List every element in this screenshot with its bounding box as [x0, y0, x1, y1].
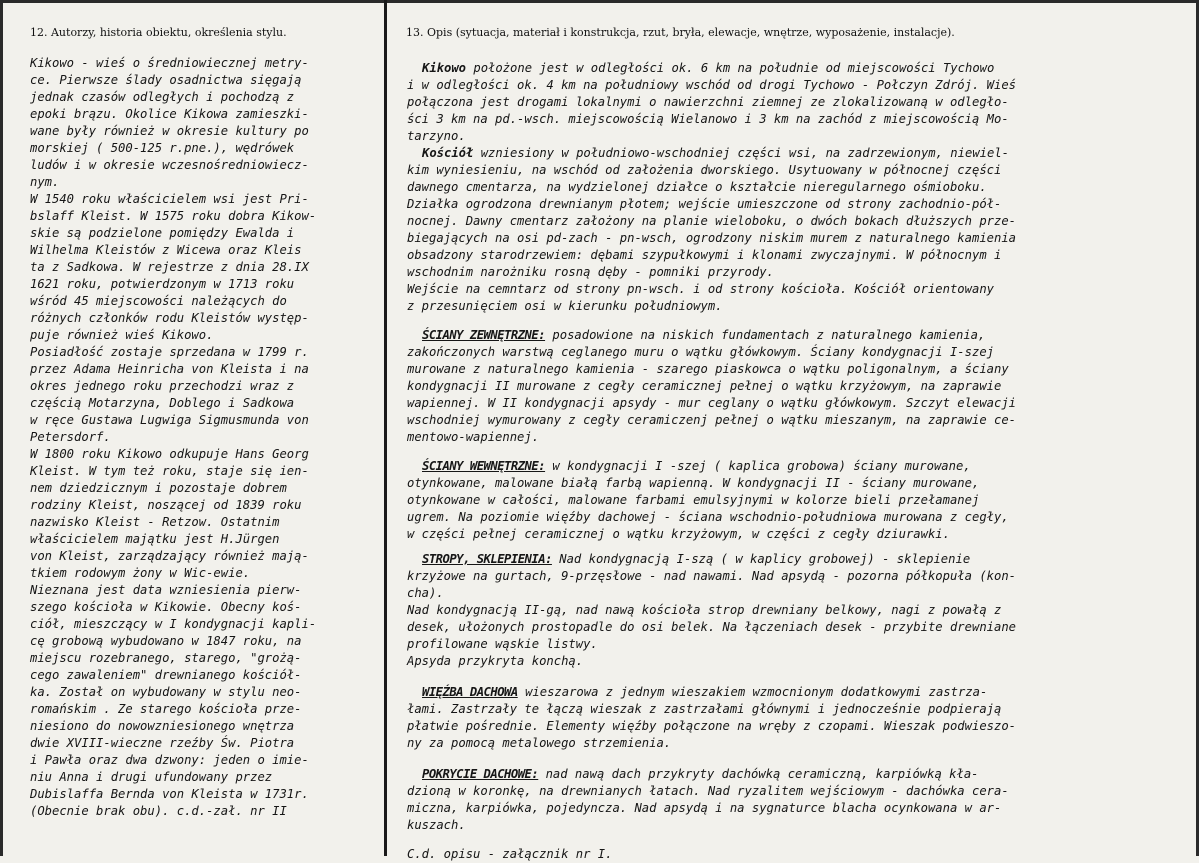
description-line: profilowane wąskie listwy.	[407, 637, 598, 651]
description-line: płatwie pośrednie. Elementy więźby połączone na wręby z czopami. Wieszak podwieszo-	[407, 719, 1017, 733]
frame-top-border	[0, 0, 1199, 3]
history-line: Dubislaffa Bernda von Kleista w 1731r.	[30, 787, 309, 801]
history-line: cego zawaleniem" drewnianego kościół-	[30, 668, 302, 682]
pokrycie-lines	[407, 783, 1192, 834]
history-line: Kikowo - wieś o średniowiecznej metry-	[30, 56, 309, 70]
spacer	[407, 834, 1192, 846]
history-line: dwie XVIII-wieczne rzeźby Św. Piotra	[30, 736, 295, 750]
description-line: wapiennej. W II kondygnacji apsydy - mur ceglany o wątku główkowym. Szczyt elewacji	[407, 396, 1017, 410]
description-line: biegających na osi pd-zach - pn-wsch, ogrodzony niskim murem z naturalnego kamienia	[407, 231, 1017, 245]
spacer	[407, 446, 1192, 458]
history-line: romańskim . Ze starego kościoła prze-	[30, 702, 302, 716]
description-line: tarzyno.	[407, 129, 466, 143]
history-line: różnych członków rodu Kleistów występ-	[30, 311, 309, 325]
history-line: W 1800 roku Kikowo odkupuje Hans Georg	[30, 447, 309, 461]
description-line: kuszach.	[407, 818, 466, 832]
kosciol-first-line	[407, 145, 1192, 162]
wiezba-first-line	[407, 684, 1192, 701]
description-line: desek, ułożonych prostopadle do osi belek. Na łączeniach desek - przybite drewniane	[407, 620, 1017, 634]
history-line: ciół, mieszczący w I kondygnacji kapli-	[30, 617, 317, 631]
description-line: zakończonych warstwą ceglanego muru o wątku główkowym. Ściany kondygnacji I-szej	[407, 345, 994, 359]
sciany-wewn-lines	[407, 475, 1192, 543]
intro-rest: położone jest w odległości ok. 6 km na południe od miejscowości Tychowo	[466, 61, 995, 75]
description-line: kim wyniesieniu, na wschód od założenia dworskiego. Usytuowany w północnej części	[407, 163, 1002, 177]
history-line: jednak czasów odległych i pochodzą z	[30, 90, 295, 104]
history-line: miejscu rozebranego, starego, "grożą-	[30, 651, 302, 665]
history-line: skie są podzielone pomiędzy Ewalda i	[30, 226, 295, 240]
history-line: właścicielem majątku jest H.Jürgen	[30, 532, 280, 546]
stropy-rest: Nad kondygnacją I-szą ( w kaplicy grobowej) - sklepienie	[551, 552, 971, 566]
history-line: niu Anna i drugi ufundowany przez	[30, 770, 273, 784]
stropy-heading: STROPY, SKLEPIENIA:	[422, 552, 552, 566]
description-line: cha).	[407, 586, 444, 600]
pokrycie-rest: nad nawą dach przykryty dachówką ceramiczną, karpiówką kła-	[538, 767, 979, 781]
history-line: puje również wieś Kikowo.	[30, 328, 214, 342]
description-line: ny za pomocą metalowego strzemienia.	[407, 736, 672, 750]
history-line: W 1540 roku właścicielem wsi jest Pri-	[30, 192, 309, 206]
history-line: epoki brązu. Okolice Kikowa zamieszki-	[30, 107, 309, 121]
history-line: nem dziedzicznym i pozostaje dobrem	[30, 481, 287, 495]
stropy-first-line	[407, 551, 1192, 568]
description-line: w części pełnej ceramicznej o wątku krzyżowym, w części z cegły dziurawki.	[407, 527, 950, 541]
description-line: ści 3 km na pd.-wsch. miejscowością Wielanowo i 3 km na zachód z miejscowością Mo-	[407, 112, 1009, 126]
kosciol-lines	[407, 162, 1192, 315]
sciany-wewn-first-line	[407, 458, 1192, 475]
history-line: bslaff Kleist. W 1575 roku dobra Kikow-	[30, 209, 317, 223]
description-line: wschodnim narożniku rosną dęby - pomniki przyrody.	[407, 265, 774, 279]
sciany-zewn-lines	[407, 344, 1192, 446]
history-line: Nieznana jest data wzniesienia pierw-	[30, 583, 302, 597]
description-line: z przesunięciem osi w kierunku południowym.	[407, 299, 723, 313]
description-line: łami. Zastrzały te łączą wieszak z zastrzałami głównymi i jednocześnie podpierają	[407, 702, 1002, 716]
wiezba-heading: WIĘŹBA DACHOWA	[422, 685, 518, 699]
spacer	[407, 315, 1192, 327]
description-line: otynkowane, malowane białą farbą wapienną. W kondygnacji II - ściany murowane,	[407, 476, 980, 490]
description-line: obsadzony starodrzewiem: dębami szypułkowymi i klonami zwyczajnymi. W północnym i	[407, 248, 1002, 262]
stropy-lines	[407, 568, 1192, 670]
history-line: Petersdorf.	[30, 430, 111, 444]
history-line: w ręce Gustawa Lugwiga Sigmusmunda von	[30, 413, 309, 427]
description-line: połączona jest drogami lokalnymi o nawierzchni ziemnej ze zlokalizowaną w odległo-	[407, 95, 1009, 109]
description-line: wschodniej wymurowany z cegły ceramiczenj pełnej o wątku mieszanym, na zaprawie ce-	[407, 413, 1017, 427]
wiezba-rest: wieszarowa z jednym wieszakiem wzmocnionym dodatkowymi zastrza-	[517, 685, 988, 699]
sciany-zewn-heading: ŚCIANY ZEWNĘTRZNE:	[422, 328, 546, 342]
intro-lines	[407, 77, 1192, 145]
description-line: Wejście na cemntarz od strony pn-wsch. i od strony kościoła. Kościół orientowany	[407, 282, 994, 296]
pokrycie-first-line	[407, 766, 1192, 783]
description-line: i w odległości ok. 4 km na południowy wschód od drogi Tychowo - Połczyn Zdrój. Wieś	[407, 78, 1017, 92]
description-line: Nad kondygnacją II-gą, nad nawą kościoła strop drewniany belkowy, nagi z powałą z	[407, 603, 1002, 617]
history-line: Kleist. W tym też roku, staje się ien-	[30, 464, 309, 478]
description-line: Apsyda przykryta konchą.	[407, 654, 584, 668]
sciany-wewn-heading: ŚCIANY WEWNĘTRZNE:	[422, 459, 546, 473]
history-line: ta z Sadkowa. W rejestrze z dnia 28.IX	[30, 260, 309, 274]
history-line: przez Adama Heinricha von Kleista i na	[30, 362, 309, 376]
frame-left-border	[0, 0, 3, 856]
history-line: tkiem rodowym żony w Wic-ewie.	[30, 566, 251, 580]
description-line: krzyżowe na gurtach, 9-przęsłowe - nad nawami. Nad apsydą - pozorna półkopuła (kon-	[407, 569, 1017, 583]
description-line: nocnej. Dawny cmentarz założony na planie wieloboku, o dwóch bokach dłuższych prze-	[407, 214, 1017, 228]
history-line: okres jednego roku przechodzi wraz z	[30, 379, 295, 393]
intro-lead: Kikowo	[422, 61, 467, 75]
history-line: (Obecnie brak obu). c.d.-zał. nr II	[30, 804, 287, 818]
history-line: wśród 45 miejscowości należących do	[30, 294, 287, 308]
intro-first-line	[407, 60, 1192, 77]
spacer	[407, 670, 1192, 684]
history-line: ce. Pierwsze ślady osadnictwa sięgają	[30, 73, 302, 87]
description-line: dawnego cmentarza, na wydzielonej działce o kształcie nieregularnego ośmioboku.	[407, 180, 987, 194]
description-line: ugrem. Na poziomie więźby dachowej - ściana wschodnio-południowa murowana z cegły,	[407, 510, 1009, 524]
history-line: częścią Motarzyna, Doblego i Sadkowa	[30, 396, 295, 410]
history-line: cę grobową wybudowano w 1847 roku, na	[30, 634, 302, 648]
history-line: ka. Został on wybudowany w stylu neo-	[30, 685, 302, 699]
history-line: szego kościoła w Kikowie. Obecny koś-	[30, 600, 302, 614]
spacer	[407, 752, 1192, 766]
sciany-zewn-first-line	[407, 327, 1192, 344]
history-line: nym.	[30, 175, 60, 189]
pokrycie-heading: POKRYCIE DACHOWE:	[422, 767, 539, 781]
history-line: 1621 roku, potwierdzonym w 1713 roku	[30, 277, 295, 291]
column-divider	[384, 0, 387, 856]
history-line: i Pawła oraz dwa dzwony: jeden o imie-	[30, 753, 309, 767]
continuation-note: C.d. opisu - załącznik nr I.	[407, 847, 613, 861]
description-line: mentowo-wapiennej.	[407, 430, 540, 444]
description-line: otynkowane w całości, malowane farbami emulsyjnymi w kolorze bieli przełamanej	[407, 493, 980, 507]
description-line: miczna, karpiówka, pojedyncza. Nad apsydą i na sygnaturce blacha ocynkowana w ar-	[407, 801, 1002, 815]
wiezba-lines	[407, 701, 1192, 752]
spacer	[407, 543, 1192, 551]
history-line: morskiej ( 500-125 r.pne.), wędrówek	[30, 141, 295, 155]
description-line: kondygnacji II murowane z cegły ceramicznej pełnej o wątku krzyżowym, na zaprawie	[407, 379, 1002, 393]
description-column	[407, 60, 1192, 861]
history-line: von Kleist, zarządzający również mają-	[30, 549, 309, 563]
description-line: Działka ogrodzona drewnianym płotem; wejście umieszczone od strony zachodnio-pół-	[407, 197, 1002, 211]
section-12-header: 12. Autorzy, historia obiektu, określenia stylu.	[30, 26, 287, 39]
history-column	[30, 55, 380, 850]
history-line: niesiono do nowowzniesionego wnętrza	[30, 719, 295, 733]
history-line: wane były również w okresie kultury po	[30, 124, 309, 138]
history-line: rodziny Kleist, noszącej od 1839 roku	[30, 498, 302, 512]
sciany-wewn-rest: w kondygnacji I -szej ( kaplica grobowa) ściany murowane,	[545, 459, 971, 473]
history-line: nazwisko Kleist - Retzow. Ostatnim	[30, 515, 280, 529]
history-line: Wilhelma Kleistów z Wicewa oraz Kleis	[30, 243, 302, 257]
description-line: dzioną w koronkę, na drewnianych łatach. Nad ryzalitem wejściowym - dachówka cera-	[407, 784, 1009, 798]
kosciol-lead: Kościół	[422, 146, 474, 160]
kosciol-rest: wzniesiony w południowo-wschodniej części wsi, na zadrzewionym, niewiel-	[473, 146, 1010, 160]
sciany-zewn-rest: posadowione na niskich fundamentach z naturalnego kamienia,	[545, 328, 986, 342]
history-line: Posiadłość zostaje sprzedana w 1799 r.	[30, 345, 309, 359]
history-line: ludów i w okresie wczesnośredniowiecz-	[30, 158, 309, 172]
section-13-header: 13. Opis (sytuacja, materiał i konstrukcja, rzut, bryła, elewacje, wnętrze, wyposażenie, instalacje).	[406, 26, 955, 39]
description-line: murowane z naturalnego kamienia - szarego piaskowca o wątku poligonalnym, a ściany	[407, 362, 1009, 376]
